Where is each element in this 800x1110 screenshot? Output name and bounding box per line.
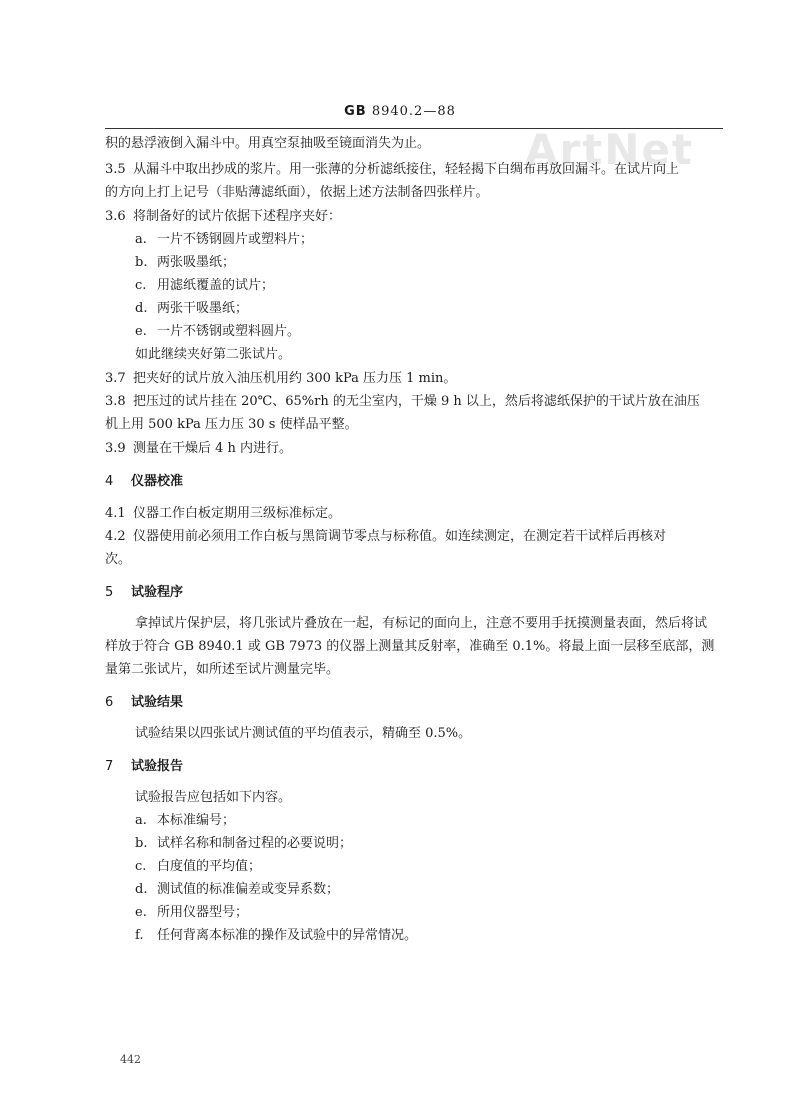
clause-3-6: 3.6 将制备好的试片依据下述程序夹好：	[105, 209, 342, 224]
clause-3-8: 3.8 把压过的试片挂在 20℃、65%rh 的无尘室内，干燥 9 h 以上，然后将滤纸保护的干试片放在油压	[105, 394, 700, 409]
section-5-line3: 量第二张试片，如所述至试片测量完毕。	[105, 662, 340, 677]
list-item: c. 白度值的平均值；	[135, 859, 262, 874]
section-4-heading: 4 仪器校准	[105, 474, 184, 489]
list-item: a. 一片不锈钢圆片或塑料片；	[135, 232, 314, 247]
standard-number: 8940.2—88	[371, 104, 456, 119]
list-item: e. 所用仪器型号；	[135, 905, 249, 920]
clause-3-8-line2: 机上用 500 kPa 压力压 30 s 使样品平整。	[105, 417, 358, 432]
list-item: d. 测试值的标准偏差或变异系数；	[135, 882, 340, 897]
list-item: c. 用滤纸覆盖的试片；	[135, 278, 275, 293]
standard-code: GB	[344, 104, 367, 119]
section-5-heading: 5 试验程序	[105, 585, 184, 600]
section-7-intro: 试验报告应包括如下内容。	[135, 790, 292, 805]
list-item: f. 任何背离本标准的操作及试验中的异常情况。	[135, 928, 418, 943]
clause-4-2: 4.2 仪器使用前必须用工作白板与黑筒调节零点与标称值。如连续测定，在测定若干试样后再核对	[105, 529, 667, 544]
clause-3-5-line2: 的方向上打上记号（非贴薄滤纸面），依据上述方法制备四张样片。	[105, 185, 489, 200]
section-6-text: 试验结果以四张试片测试值的平均值表示，精确至 0.5%。	[135, 726, 472, 741]
section-6-heading: 6 试验结果	[105, 695, 184, 710]
clause-4-1: 4.1 仪器工作白板定期用三级标准标定。	[105, 506, 342, 521]
list-item: a. 本标准编号；	[135, 813, 236, 828]
list-item: b. 两张吸墨纸；	[135, 255, 236, 270]
clause-3-9: 3.9 测量在干燥后 4 h 内进行。	[105, 441, 293, 456]
list-item: d. 两张干吸墨纸；	[135, 301, 249, 316]
section-5-line1: 拿掉试片保护层，将几张试片叠放在一起，有标记的面向上，注意不要用手抚摸测量表面，然后将试	[135, 616, 708, 631]
clause-4-2-line2: 次。	[105, 552, 132, 567]
clause-3-7: 3.7 把夹好的试片放入油压机用约 300 kPa 压力压 1 min。	[105, 371, 457, 386]
watermark: ArtNet	[525, 125, 695, 174]
section-7-heading: 7 试验报告	[105, 759, 184, 774]
list-item: b. 试样名称和制备过程的必要说明；	[135, 836, 353, 851]
clause-3-5: 3.5 从漏斗中取出抄成的浆片。用一张薄的分析滤纸接住，轻轻揭下白绸布再放回漏斗。在试片向上	[105, 162, 680, 177]
note-3-6: 如此继续夹好第二张试片。	[135, 347, 292, 362]
page-number: 442	[120, 1053, 141, 1066]
paragraph-continuation: 积的悬浮液倒入漏斗中。用真空泵抽吸至镜面消失为止。	[105, 136, 431, 151]
list-item: e. 一片不锈钢或塑料圆片。	[135, 324, 301, 339]
page-header	[0, 102, 800, 122]
section-5-line2: 样放于符合 GB 8940.1 或 GB 7973 的仪器上测量其反射率，准确至 0.1%。将最上面一层移至底部，测	[105, 639, 715, 654]
